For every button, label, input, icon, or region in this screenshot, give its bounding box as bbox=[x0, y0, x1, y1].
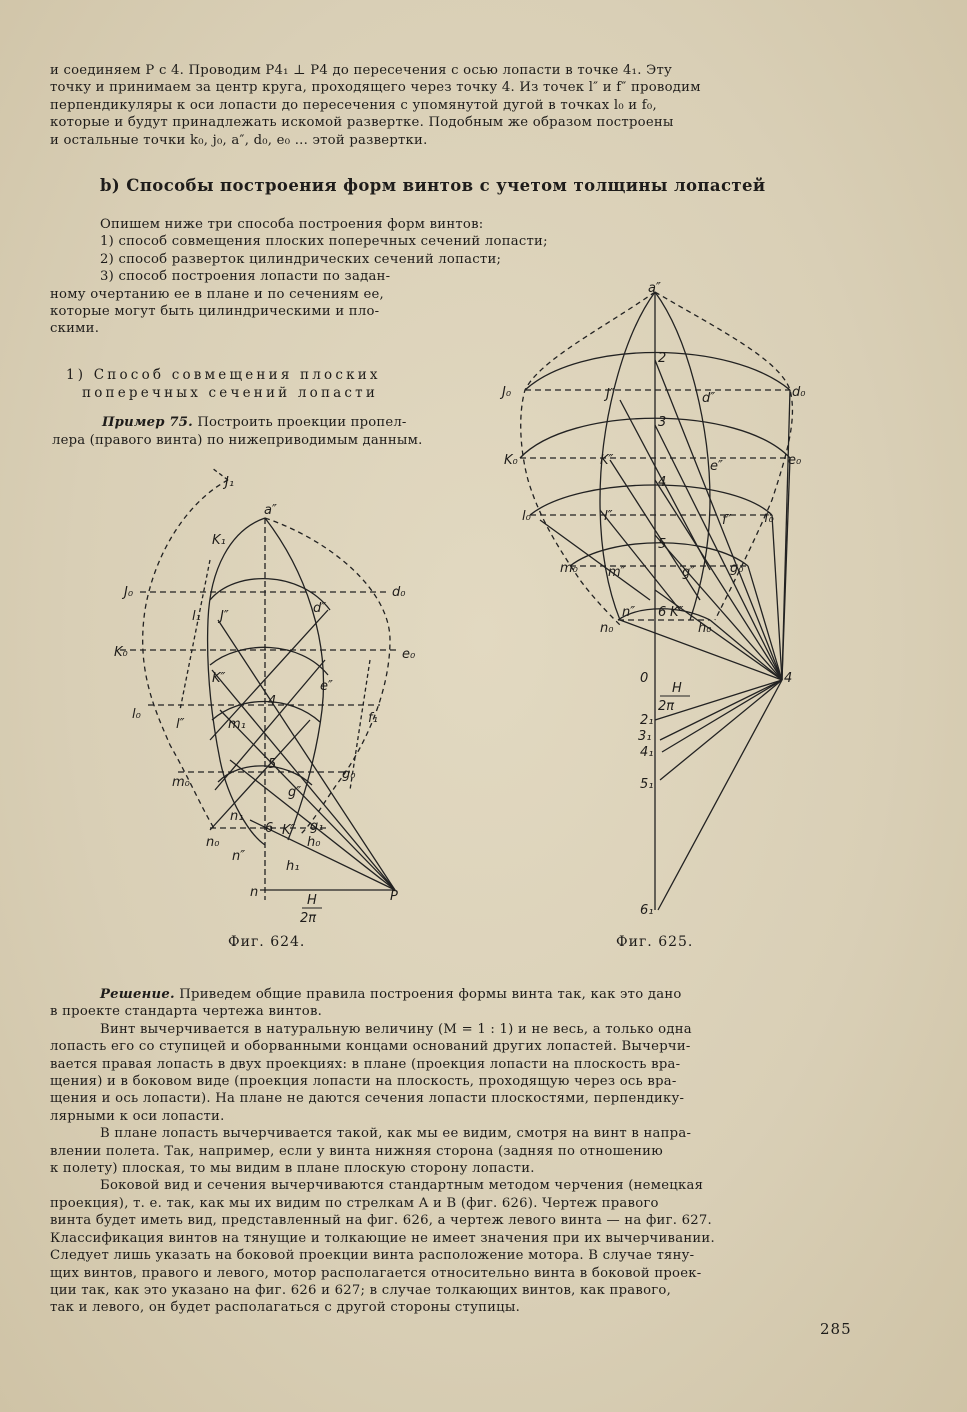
fig624-label: P bbox=[390, 889, 398, 904]
fig625-label: d″ bbox=[702, 391, 716, 406]
fig625-label: K₀ bbox=[504, 453, 518, 468]
fig624-label: e″ bbox=[320, 679, 333, 694]
solution-line: В плане лопасть вычерчивается такой, как мы ее видим, смотря на винт в напра- bbox=[100, 1126, 692, 1142]
fig625-label: K″ bbox=[670, 605, 684, 620]
fig625-label: 4 bbox=[658, 475, 667, 490]
fig624-label: m₀ bbox=[172, 775, 190, 790]
methods-line: 2) способ разверток цилиндрических сечений лопасти; bbox=[100, 251, 502, 267]
subsection-line: поперечных сечений лопасти bbox=[82, 385, 379, 401]
fig625-label: f₀ bbox=[764, 511, 774, 526]
fig625-label: n″ bbox=[622, 605, 636, 620]
fig624-label: n₁ bbox=[230, 809, 244, 824]
fig625-label: l″ bbox=[604, 509, 613, 524]
fig624-label: m₁ bbox=[228, 717, 246, 732]
fig624-label: K₁ bbox=[212, 533, 226, 548]
solution-line: лопасть его со ступицей и оборванными концами оснований других лопастей. Вычерчи- bbox=[50, 1039, 691, 1055]
fig624-label: g₁ bbox=[310, 819, 324, 834]
fig624-label: 5 bbox=[268, 757, 277, 772]
fig625-label: e₀ bbox=[788, 453, 802, 468]
fig624-label: g₀ bbox=[342, 767, 356, 782]
fig625-label: 3₁ bbox=[638, 729, 652, 744]
figure-624 bbox=[100, 460, 420, 930]
figure-625-caption: Фиг. 625. bbox=[616, 934, 694, 950]
section-heading: b) Способы построения форм винтов с учетом толщины лопастей bbox=[100, 176, 766, 195]
fig624-label: h₀ bbox=[307, 835, 321, 850]
example-text bbox=[52, 414, 492, 450]
fig625-label: J₀ bbox=[502, 385, 512, 400]
subsection-line: 1) Способ совмещения плоских bbox=[66, 367, 381, 383]
solution-text bbox=[50, 986, 872, 1317]
fig624-label: h₁ bbox=[286, 859, 300, 874]
fig625-label: g″ bbox=[682, 565, 696, 580]
solution-line: щих винтов, правого и левого, мотор располагается относительно винта в боковой проек- bbox=[50, 1265, 702, 1281]
fig624-label: n bbox=[250, 885, 259, 900]
fig625-label: f″ bbox=[722, 513, 732, 528]
fig624-label: K″ bbox=[212, 671, 226, 686]
fig624-label: 4 bbox=[268, 694, 277, 709]
solution-line: в проекте стандарта чертежа винтов. bbox=[50, 1004, 323, 1020]
fig624-label: 2π bbox=[300, 911, 317, 926]
fig625-label: 2 bbox=[658, 351, 667, 366]
fig624-label: a″ bbox=[264, 503, 277, 518]
methods-line: которые могут быть цилиндрическими и пло- bbox=[50, 304, 380, 320]
fig624-label: d″ bbox=[313, 601, 327, 616]
solution-line: Следует лишь указать на боковой проекции винта расположение мотора. В случае тяну- bbox=[50, 1248, 695, 1264]
fig624-label: J₁ bbox=[225, 475, 235, 490]
example-line: лера (правого винта) по нижеприводимым данным. bbox=[52, 433, 423, 448]
subsection-heading bbox=[66, 366, 486, 402]
intro-line: точку и принимаем за центр круга, проходящего через точку 4. Из точек l″ и f″ проводим bbox=[50, 80, 701, 96]
fig625-label: 2₁ bbox=[640, 713, 654, 728]
fig625-label: 6₁ bbox=[640, 903, 654, 918]
solution-line: щения и ось лопасти). На плане не даются сечения лопасти плоскостями, перпендику- bbox=[50, 1091, 685, 1107]
fig625-label: g₀ bbox=[730, 561, 744, 576]
fig624-label: l₁ bbox=[192, 609, 201, 624]
fig625-label: n₀ bbox=[600, 621, 614, 636]
fig625-label: l₀ bbox=[522, 509, 531, 524]
fig625-label: J″ bbox=[606, 387, 615, 402]
fig625-label: a″ bbox=[648, 281, 661, 296]
fig624-label: J″ bbox=[220, 609, 229, 624]
fig625-label: 6 bbox=[658, 605, 667, 620]
fig625-label: h₀ bbox=[698, 621, 712, 636]
solution-line: лярными к оси лопасти. bbox=[50, 1108, 225, 1124]
solution-label: Решение. bbox=[100, 987, 175, 1002]
solution-line: к полету) плоская, то мы видим в плане плоскую сторону лопасти. bbox=[50, 1161, 535, 1177]
fig625-label: d₀ bbox=[792, 385, 806, 400]
intro-line: которые и будут принадлежать искомой развертке. Подобным же образом построены bbox=[50, 115, 674, 131]
methods-line: ному очертанию ее в плане и по сечениям ее, bbox=[50, 286, 384, 302]
fig624-label: l″ bbox=[176, 717, 185, 732]
methods-line: скими. bbox=[50, 321, 100, 337]
fig624-label: J₀ bbox=[124, 585, 134, 600]
fig625-label: K″ bbox=[600, 453, 614, 468]
fig624-label: e₀ bbox=[402, 647, 416, 662]
solution-line: проекция), т. е. так, как мы их видим по стрелкам A и B (фиг. 626). Чертеж правого bbox=[50, 1195, 659, 1211]
fig625-label: 0 bbox=[640, 671, 649, 686]
fig624-label: f₁ bbox=[368, 711, 378, 726]
solution-line: влении полета. Так, например, если у винта нижняя сторона (задняя по отношению bbox=[50, 1143, 663, 1159]
fig625-label: H bbox=[672, 681, 682, 696]
fig625-label: 3 bbox=[658, 415, 667, 430]
fig624-label: g″ bbox=[288, 785, 302, 800]
figure-625 bbox=[500, 280, 820, 930]
fig625-label: 2π bbox=[658, 699, 675, 714]
fig624-label: d₀ bbox=[392, 585, 406, 600]
fig625-label: e″ bbox=[710, 459, 723, 474]
fig625-label: m″ bbox=[608, 565, 626, 580]
intro-line: и соединяем P с 4. Проводим P4₁ ⊥ P4 до пересечения с осью лопасти в точке 4₁. Эту bbox=[50, 63, 672, 78]
solution-line: Винт вычерчивается в натуральную величину (M = 1 : 1) и не весь, а только одна bbox=[100, 1021, 692, 1037]
fig624-label: n″ bbox=[232, 849, 246, 864]
solution-line: вается правая лопасть в двух проекциях: в плане (проекция лопасти на плоскость вра- bbox=[50, 1056, 681, 1072]
fig624-label: 6 bbox=[265, 821, 274, 836]
fig624-label: l₀ bbox=[132, 707, 141, 722]
solution-line: Приведем общие правила построения формы винта так, как это дано bbox=[174, 987, 682, 1002]
fig624-label: H bbox=[307, 893, 317, 908]
intro-line: и остальные точки k₀, j₀, a″, d₀, e₀ ... этой развертки. bbox=[50, 132, 428, 148]
intro-line: перпендикуляры к оси лопасти до пересечения с упомянутой дугой в точках l₀ и f₀, bbox=[50, 97, 657, 113]
fig624-label: K″ bbox=[282, 823, 296, 838]
solution-line: ции так, как это указано на фиг. 626 и 627; в случае толкающих винтов, как правого, bbox=[50, 1282, 672, 1298]
fig625-label: 4₁ bbox=[640, 745, 654, 760]
solution-line: Классификация винтов на тянущие и толкающие не имеет значения при их вычерчивании. bbox=[50, 1230, 715, 1246]
solution-line: щения) и в боковом виде (проекция лопасти на плоскость, проходящую через ось вра- bbox=[50, 1074, 677, 1090]
fig625-label: 4 bbox=[784, 671, 793, 686]
fig625-label: 5₁ bbox=[640, 777, 654, 792]
fig625-label: m₀ bbox=[560, 561, 578, 576]
example-line: Построить проекции пропел- bbox=[192, 415, 407, 430]
example-label: Пример 75. bbox=[102, 415, 193, 430]
methods-line: 3) способ построения лопасти по задан- bbox=[100, 269, 391, 285]
fig624-label: n₀ bbox=[206, 835, 220, 850]
solution-line: Боковой вид и сечения вычерчиваются стандартным методом черчения (немецкая bbox=[100, 1178, 704, 1194]
fig625-label: 5 bbox=[658, 537, 667, 552]
solution-line: винта будет иметь вид, представленный на фиг. 626, а чертеж левого винта — на фиг. 627. bbox=[50, 1213, 712, 1229]
figure-624-caption: Фиг. 624. bbox=[228, 934, 306, 950]
intro-paragraph bbox=[50, 62, 868, 149]
methods-line: 1) способ совмещения плоских поперечных сечений лопасти; bbox=[100, 234, 548, 250]
page-number: 285 bbox=[820, 1320, 852, 1338]
methods-line: Опишем ниже три способа построения форм винтов: bbox=[100, 217, 484, 232]
solution-line: так и левого, он будет располагаться с другой стороны ступицы. bbox=[50, 1300, 521, 1316]
fig624-label: K₀ bbox=[114, 645, 128, 660]
methods-list bbox=[50, 216, 548, 338]
